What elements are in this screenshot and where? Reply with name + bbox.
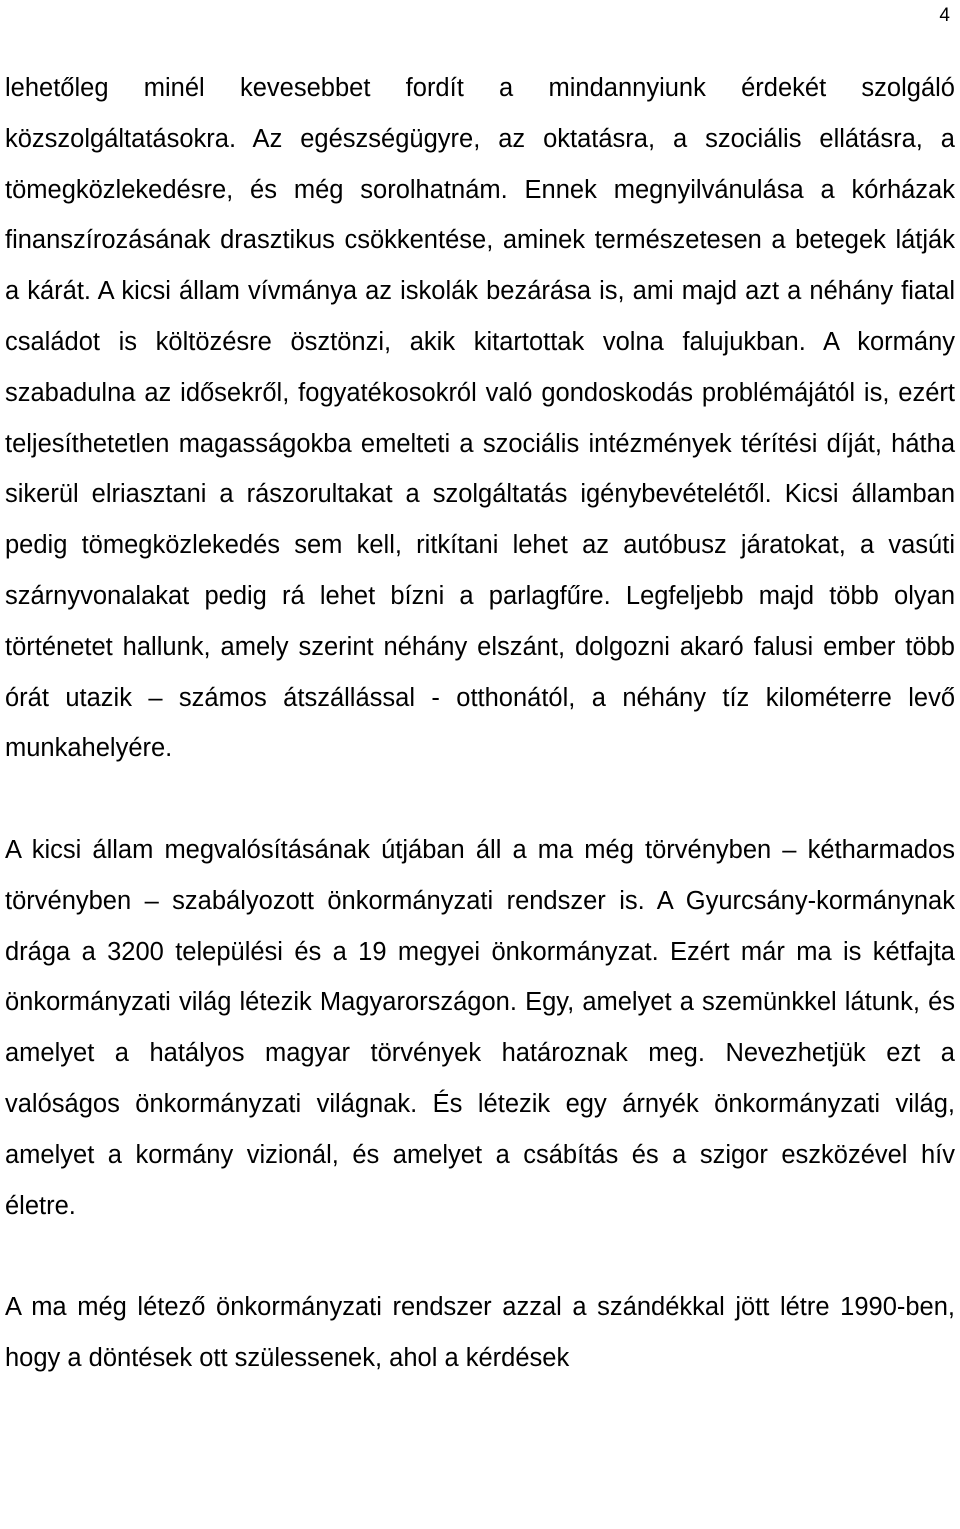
paragraph-1990-system: A ma még létező önkormányzati rendszer azzal a szándékkal jött létre 1990-ben, hogy a döntések ott szülessenek, ahol a kérdések (5, 1293, 955, 1372)
page-number: 4 (939, 5, 950, 26)
paragraph-local-government-system: A kicsi állam megvalósításának útjában áll a ma még törvényben – kétharmados törvényben – szabályozott önkormányzati rendszer is. A Gyurcsány-kormánynak drága a 3200 települési és a 19 megyei önkormányzat. Ezért már ma is kétfajta önkormányzati világ létezik Magyarországon. Egy, amelyet a szemünkkel látunk, és amelyet a hatályos magyar törvények határoznak meg. Nevezhetjük ezt a valóságos önkormányzati világnak. És létezik egy árnyék önkormányzati világ, amelyet a kormány vizionál, és amelyet a csábítás és a szigor eszközével hív életre. (5, 835, 955, 1220)
paragraph-public-services: lehetőleg minél kevesebbet fordít a mindannyiunk érdekét szolgáló közszolgáltatásokra. Az egészségügyre, az oktatásra, a szociális ellátásra, a tömegközlekedésre, és még sorolhatnám. Ennek megnyilvánulása a kórházak finanszírozásának drasztikus csökkentése, aminek természetesen a betegek látják a kárát. A kicsi állam vívmánya az iskolák bezárása is, ami majd azt a néhány fiatal családot is költözésre ösztönzi, akik kitartottak volna falujukban. A kormány szabadulna az idősekről, fogyatékosokról való gondoskodás problémájától is, ezért teljesíthetetlen magasságokba emelteti a szociális intézmények térítési díját, hátha sikerül elriasztani a rászorultakat a szolgáltatás igénybevételétől. Kicsi államban pedig tömegközlekedés sem kell, ritkítani lehet az autóbusz járatokat, a vasúti szárnyvonalakat pedig rá lehet bízni a parlagfűre. Legfeljebb majd több olyan történetet hallunk, amely szerint néhány elszánt, dolgozni akaró falusi ember több órát utazik – számos átszállással - otthonától, a néhány tíz kilométerre levő munkahelyére. (5, 74, 955, 763)
document-body (5, 63, 955, 1384)
